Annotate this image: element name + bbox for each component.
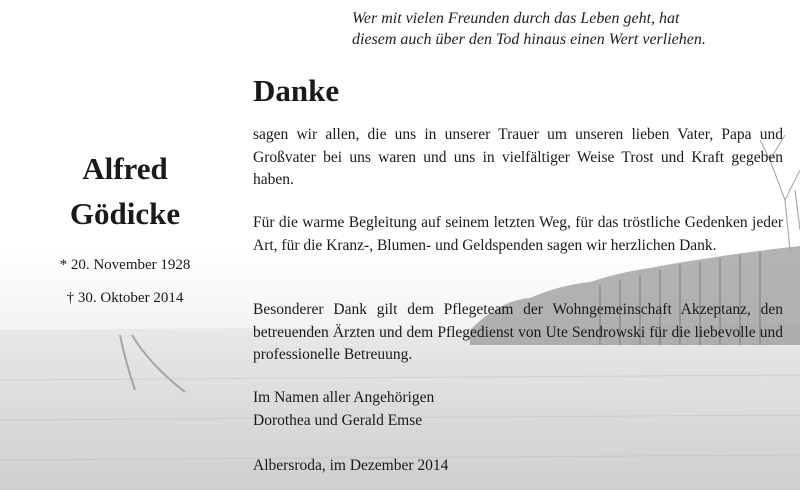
birth-date: * 20. November 1928 (59, 257, 191, 273)
thanks-paragraph-1: sagen wir allen, die uns in unserer Trauer um unseren lieben Vater, Papa und Großvater bei uns waren und uns in vielfältiger Weise Trost und Kraft gegeben haben. (253, 126, 783, 188)
quote-line-1: Wer mit vielen Freunden durch das Leben geht, hat (352, 10, 680, 27)
deceased-last-name: Gödicke (69, 196, 181, 231)
place-and-date: Albersroda, im Dezember 2014 (253, 457, 449, 474)
thanks-paragraph-2: Für die warme Begleitung auf seinem letzten Weg, für das tröstliche Gedenken jeder Art, für die Kranz-, Blumen- und Geldspenden sagen wir herzlichen Dank. (253, 214, 783, 254)
death-date: † 30. Oktober 2014 (66, 290, 184, 306)
quote-line-2: diesem auch über den Tod hinaus einen Wert verliehen. (352, 31, 706, 48)
thanks-paragraph-3: Besonderer Dank gilt dem Pflegeteam der Wohngemeinschaft Akzeptanz, den betreuenden Ärzten und dem Pflegedienst von Ute Sendrowski für die liebevolle und professionelle Betreuung. (253, 301, 783, 363)
deceased-first-name: Alfred (82, 151, 168, 186)
signature-line-1: Im Namen aller Angehörigen (253, 389, 435, 406)
thanks-title: Danke (253, 73, 340, 108)
signature-line-2: Dorothea und Gerald Emse (253, 412, 423, 429)
opening-quote (352, 8, 782, 50)
